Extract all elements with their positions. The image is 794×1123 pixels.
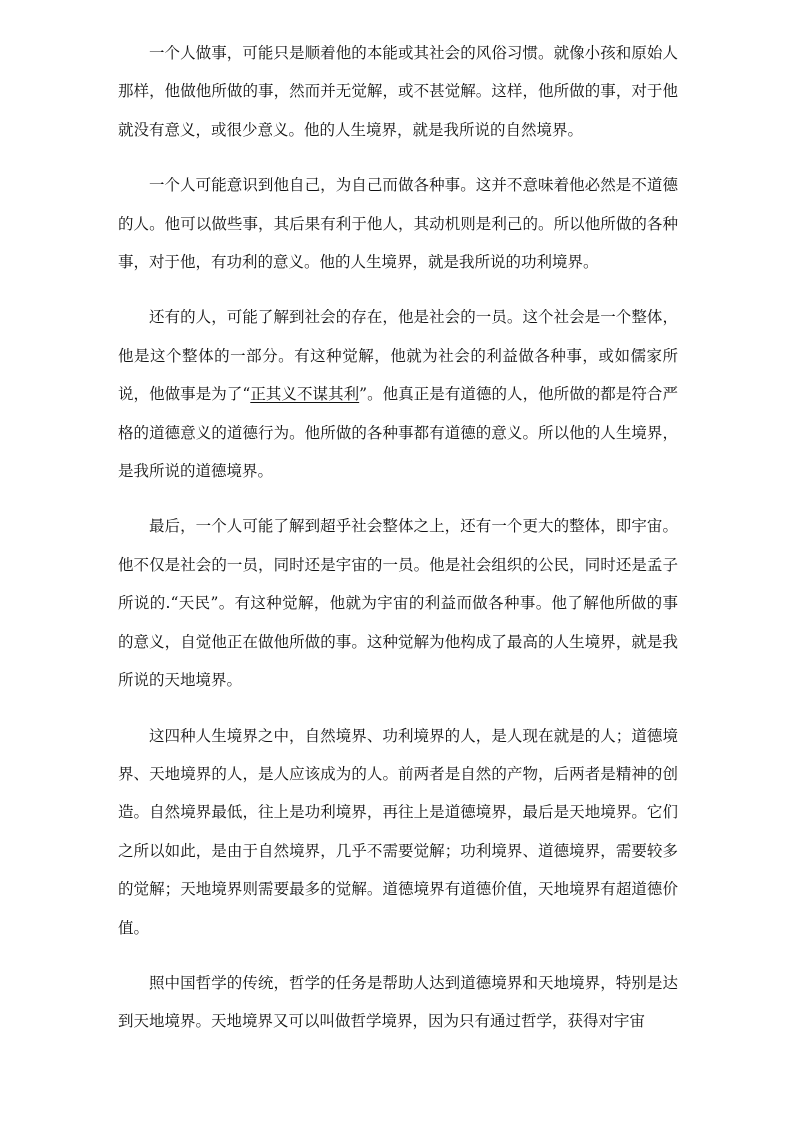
paragraph-text: 照中国哲学的传统，哲学的任务是帮助人达到道德境界和天地境界，特别是达到天地境界。天地境界又可以叫做哲学境界，因为只有通过哲学，获得对宇宙: [118, 973, 678, 1031]
paragraph-text: ”。他真正是有道德的人，他所做的都是符合严格的道德意义的道德行为。他所做的各种事都有道德的意义。所以他的人生境界，是我所说的道德境界。: [118, 385, 678, 481]
paragraph-natural-realm: [118, 34, 678, 149]
paragraph-four-realms-summary: [118, 717, 678, 947]
paragraph-text: 一个人可能意识到他自己，为自己而做各种事。这并不意味着他必然是不道德的人。他可以做些事，其后果有利于他人，其动机则是利己的。所以他所做的各种事，对于他，有功利的意义。他的人生境界，就是我所说的功利境界。: [118, 176, 678, 272]
paragraph-text: 还有的人，可能了解到社会的存在，他是社会的一员。这个社会是一个整体，他是这个整体的一部分。有这种觉解，他就为社会的利益做各种事，或如儒家所说，他做事是为了“: [118, 308, 678, 404]
paragraph-chinese-philosophy: [118, 964, 678, 1041]
underlined-quote: 正其义不谋其利: [250, 385, 360, 404]
paragraph-text: 最后，一个人可能了解到超乎社会整体之上，还有一个更大的整体，即宇宙。他不仅是社会的一员，同时还是宇宙的一员。他是社会组织的公民，同时还是孟子所说的.“天民”。有这种觉解，他就为宇宙的利益而做各种事。他了解他所做的事的意义，自觉他正在做他所做的事。这种觉解为他构成了最高的人生境界，就是我所说的天地境界。: [118, 517, 678, 690]
paragraph-moral-realm: [118, 298, 678, 490]
document-page: [118, 34, 678, 1058]
paragraph-text: 这四种人生境界之中，自然境界、功利境界的人，是人现在就是的人；道德境界、天地境界的人，是人应该成为的人。前两者是自然的产物，后两者是精神的创造。自然境界最低，往上是功利境界，再往上是道德境界，最后是天地境界。它们之所以如此，是由于自然境界，几乎不需要觉解；功利境界、道德境界，需要较多的觉解；天地境界则需要最多的觉解。道德境界有道德价值，天地境界有超道德价值。: [118, 726, 678, 937]
paragraph-utilitarian-realm: [118, 166, 678, 281]
paragraph-heaven-earth-realm: [118, 507, 678, 699]
paragraph-text: 一个人做事，可能只是顺着他的本能或其社会的风俗习惯。就像小孩和原始人那样，他做他所做的事，然而并无觉解，或不甚觉解。这样，他所做的事，对于他就没有意义，或很少意义。他的人生境界，就是我所说的自然境界。: [118, 44, 678, 139]
